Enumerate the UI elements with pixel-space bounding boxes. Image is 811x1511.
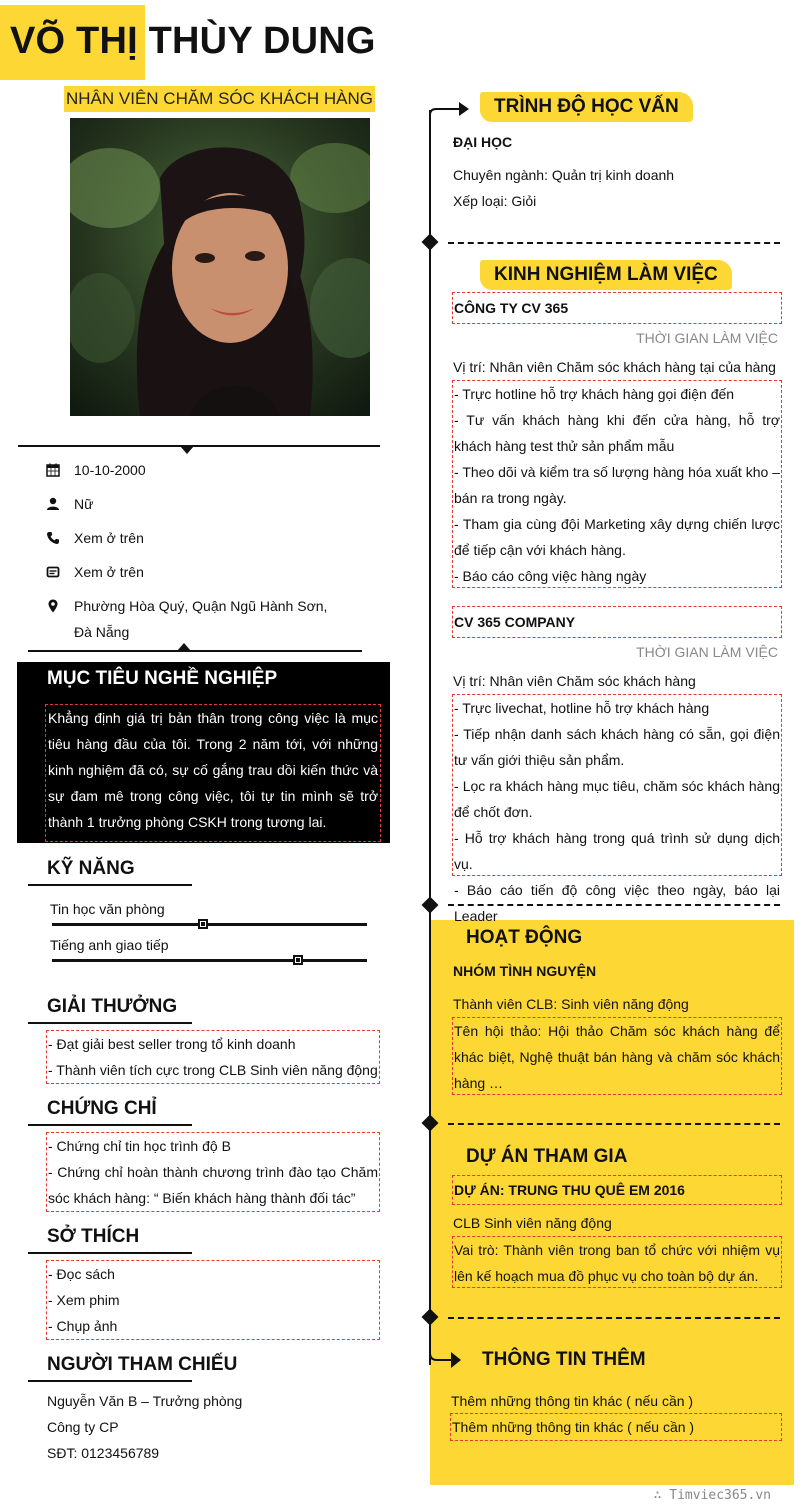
skill-level-knob [293,955,303,965]
awards-title-underline [28,1022,192,1024]
education-grade: Xếp loại: Giỏi [453,193,537,209]
info-divider-top [18,445,380,447]
job-task: - Tiếp nhận danh sách khách hàng có sẵn, gọi điện tư vấn giới thiệu sản phẩm. [454,726,780,768]
activities-role: Thành viên CLB: Sinh viên năng động [453,996,689,1012]
divider-arrow-down-icon [180,446,194,454]
timeline-diamond [422,234,439,251]
calendar-icon [46,463,60,477]
education-title: TRÌNH ĐỘ HỌC VẤN [480,92,693,122]
timeline-start-arrow-icon [425,95,475,125]
section-divider [448,242,780,244]
education-major: Chuyên ngành: Quản trị kinh doanh [453,167,675,183]
job-title: NHÂN VIÊN CHĂM SÓC KHÁCH HÀNG [64,86,375,112]
skill-bar [52,923,367,926]
email-text: Xem ở trên [74,564,144,580]
job-time: THỜI GIAN LÀM VIỆC [636,330,778,346]
extra-title: THÔNG TIN THÊM [482,1349,646,1370]
job-position: Vị trí: Nhân viên Chăm sóc khách hàng tại của hàng [453,359,776,375]
location-icon [46,599,60,613]
job-task: - Theo dõi và kiểm tra số lượng hàng hóa xuất kho – bán ra trong ngày. [454,464,780,506]
info-gender [46,491,346,517]
job-description [452,380,782,588]
birthday-text: 10-10-2000 [74,462,146,478]
skill-bar [52,959,367,962]
skill-name: Tiếng anh giao tiếp [50,937,169,953]
job-task: - Báo cáo tiến độ công việc theo ngày, báo lại Leader [454,882,780,924]
profile-photo [70,118,370,416]
hobby-item: - Đọc sách [48,1266,115,1282]
activities-description: Tên hội thảo: Hội thảo Chăm sóc khách hàng để khác biệt, Nghệ thuật bán hàng và chăm sóc khách hàng … [452,1017,782,1095]
extra-line: Thêm những thông tin khác ( nếu cần ) [452,1419,695,1435]
job-task: - Hỗ trợ khách hàng trong quá trình sử dụng dịch vụ. [454,830,780,872]
candidate-name: VÕ THỊ THÙY DUNG [10,20,376,62]
job-task: - Tham gia cùng đội Marketing xây dựng chiến lược để tiếp cận với khách hàng. [454,516,780,558]
certificate-item: - Chứng chỉ tin học trình độ B [48,1138,231,1154]
hobbies-list [46,1260,380,1340]
job-company: CV 365 COMPANY [452,606,782,638]
references-info [47,1388,377,1466]
reference-line: Công ty CP [47,1419,119,1435]
job-task: - Báo cáo công việc hàng ngày [454,568,647,584]
skill-level-knob [198,919,208,929]
watermark: ∴ Timviec365.vn [653,1488,771,1503]
award-item: - Thành viên tích cực trong CLB Sinh viên năng động [48,1062,378,1078]
info-birthday [46,457,346,483]
info-address [46,593,346,645]
certificates-title: CHỨNG CHỈ [47,1098,157,1119]
job-description [452,694,782,924]
section-divider [448,1123,780,1125]
references-title-underline [28,1380,192,1382]
objective-title: MỤC TIÊU NGHỀ NGHIỆP [47,668,278,689]
info-email [46,559,346,585]
timeline-line [429,110,431,1365]
awards-title: GIẢI THƯỞNG [47,996,178,1017]
info-divider-bottom [28,650,362,652]
extra-line-box [450,1413,782,1441]
objective-text: Khẳng định giá trị bản thân trong công việc là mục tiêu hàng đầu của tôi. Trong 2 năm tới, với những kinh nghiệm đã có, sự cố gắng trau dồi kiến thức và sự đam mê trong công việc, tôi tự tin mình sẽ trở thành 1 trưởng phòng CSKH trong tương lai. [45,704,381,842]
job-task: - Trực livechat, hotline hỗ trợ khách hàng [454,700,710,716]
job-company: CÔNG TY CV 365 [452,292,782,324]
skills-title: KỸ NĂNG [47,858,135,879]
project-org: CLB Sinh viên năng động [453,1215,612,1231]
reference-line: SĐT: 0123456789 [47,1445,160,1461]
user-icon [46,497,60,511]
certificates-title-underline [28,1124,192,1126]
job-task: - Lọc ra khách hàng mục tiêu, chăm sóc khách hàng để chốt đơn. [454,778,780,820]
project-description: Vai trò: Thành viên trong ban tổ chức với nhiệm vụ lên kế hoạch mua đồ phục vụ cho toàn bộ dự án. [452,1236,782,1288]
info-phone [46,525,346,551]
email-icon [46,565,60,579]
timeline-end-arrow-icon [425,1335,475,1375]
extra-line: Thêm những thông tin khác ( nếu cần ) [451,1393,694,1409]
skill-name: Tin học văn phòng [50,901,165,917]
education-school: ĐẠI HỌC [453,134,513,150]
hobbies-title-underline [28,1252,192,1254]
awards-list [46,1030,380,1084]
phone-text: Xem ở trên [74,530,144,546]
award-item: - Đạt giải best seller trong tổ kinh doanh [48,1036,296,1052]
gender-text: Nữ [74,496,94,512]
address-text: Phường Hòa Quý, Quận Ngũ Hành Sơn, Đà Nẵng [74,598,328,640]
section-divider [448,1317,780,1319]
project-name: DỰ ÁN: TRUNG THU QUÊ EM 2016 [452,1175,782,1205]
hobby-item: - Xem phim [48,1292,120,1308]
activities-org: NHÓM TÌNH NGUYỆN [453,963,597,979]
job-task: - Trực hotline hỗ trợ khách hàng gọi điện đến [454,386,735,402]
experience-title: KINH NGHIỆM LÀM VIỆC [480,260,732,290]
divider-arrow-up-icon [177,643,191,651]
reference-line: Nguyễn Văn B – Trưởng phòng [47,1393,243,1409]
activities-title: HOẠT ĐỘNG [466,927,583,948]
certificates-list [46,1132,380,1212]
hobbies-title: SỞ THÍCH [47,1226,140,1247]
projects-title: DỰ ÁN THAM GIA [466,1146,628,1167]
timeline-diamond [422,897,439,914]
certificate-item: - Chứng chỉ hoàn thành chương trình đào tạo Chăm sóc khách hàng: “ Biến khách hàng thành đối tác” [48,1164,378,1206]
hobby-item: - Chụp ảnh [48,1318,118,1334]
job-task: - Tư vấn khách hàng khi đến cửa hàng, hỗ trợ khách hàng test thử sản phẩm mẫu [454,412,780,454]
job-position: Vị trí: Nhân viên Chăm sóc khách hàng [453,673,696,689]
job-time: THỜI GIAN LÀM VIỆC [636,644,778,660]
skills-title-underline [28,884,192,886]
references-title: NGƯỜI THAM CHIẾU [47,1354,238,1375]
phone-icon [46,531,60,545]
